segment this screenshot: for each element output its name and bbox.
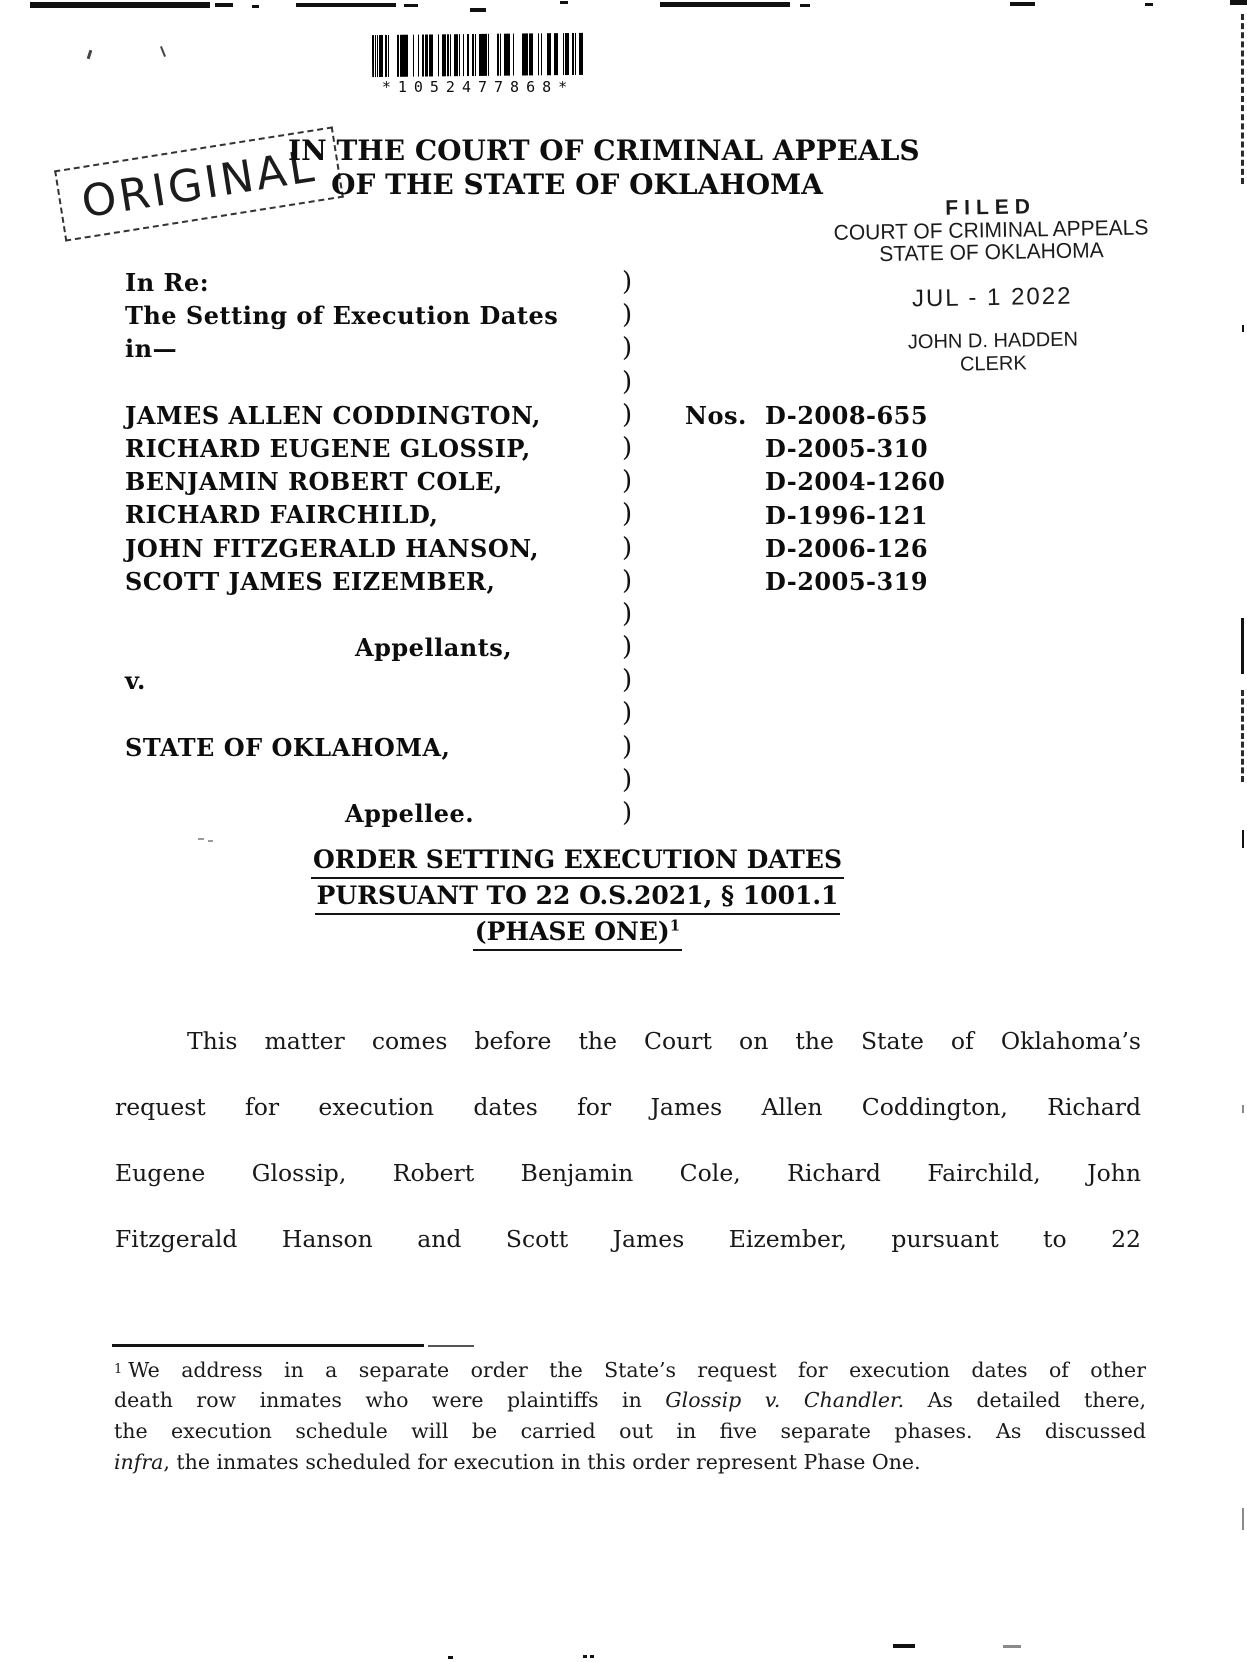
- footnote-separator-extension: [428, 1345, 474, 1347]
- scan-artifact: [215, 3, 233, 7]
- scan-artifact: [1010, 2, 1035, 6]
- scan-artifact: [800, 4, 810, 7]
- caption-paren: ): [622, 764, 633, 795]
- caption-paren: ): [622, 499, 633, 530]
- case-number-row: [685, 399, 945, 432]
- barcode: [370, 34, 586, 96]
- body-line: This matter comes before the Court on the State of Oklahoma’s: [187, 1027, 1141, 1055]
- scan-artifact: [448, 1656, 453, 1659]
- caption-paren: ): [622, 267, 633, 297]
- case-number: D-2005-319: [765, 566, 929, 596]
- case-number-row: [765, 565, 945, 598]
- scan-artifact: [208, 840, 213, 842]
- footnote-reference: 1: [669, 916, 681, 935]
- scan-artifact: [404, 4, 418, 7]
- caption-blank: [125, 366, 558, 399]
- scan-artifact: [30, 2, 210, 8]
- scan-artifact: [1003, 1645, 1021, 1648]
- scan-artifact: [1242, 1105, 1244, 1113]
- case-number-row: [765, 432, 945, 465]
- case-citation: Glossip v. Chandler.: [665, 1388, 905, 1412]
- clerk-title: CLERK: [959, 352, 1027, 376]
- caption-paren: ): [622, 598, 633, 629]
- original-stamp-text: ORIGINAL: [78, 140, 320, 228]
- appellant-name: SCOTT JAMES EIZEMBER,: [125, 566, 496, 596]
- caption-paren: ): [622, 399, 633, 430]
- footnote-marker: 1: [114, 1362, 123, 1377]
- case-number-row: [765, 532, 945, 565]
- appellant-name: JOHN FITZGERALD HANSON,: [125, 533, 540, 563]
- body-line: Fitzgerald Hanson and Scott James Eizember, pursuant to 22: [115, 1225, 1141, 1253]
- scan-artifact: [1241, 14, 1244, 184]
- case-number: D-2006-126: [765, 533, 929, 563]
- caption-in-dash: in—: [125, 334, 178, 364]
- court-title-line1: IN THE COURT OF CRIMINAL APPEALS: [288, 134, 920, 167]
- footnote-line: death row inmates who were plaintiffs in Glossip v. Chandler. As detailed there,: [114, 1388, 1146, 1412]
- barcode-number: *1052477868*: [381, 78, 575, 96]
- caption-blank: [125, 598, 558, 631]
- body-paragraph: [115, 1008, 1141, 1272]
- scan-artifact: [560, 1, 568, 4]
- caption-paren: ): [622, 466, 633, 497]
- barcode-bars: [372, 33, 584, 77]
- scan-artifact: [252, 5, 259, 8]
- filed-stamp-court: COURT OF CRIMINAL APPEALS: [833, 216, 1149, 245]
- appellants-label: Appellants,: [355, 633, 513, 663]
- versus-label: v.: [125, 666, 146, 696]
- caption-paren: ): [622, 731, 633, 762]
- caption-matter: The Setting of Execution Dates: [125, 301, 559, 331]
- footnote-line: 1 We address in a separate order the State’s request for execution dates of other: [114, 1358, 1146, 1382]
- appellant-name: BENJAMIN ROBERT COLE,: [125, 467, 503, 497]
- case-number: D-2008-655: [765, 401, 929, 430]
- appellant-name: JAMES ALLEN CODDINGTON,: [125, 400, 541, 430]
- appellee-label: Appellee.: [345, 799, 475, 828]
- case-number: D-2004-1260: [765, 467, 946, 497]
- footnote: [114, 1354, 1146, 1478]
- scan-artifact: [1242, 325, 1244, 332]
- case-number: D-1996-121: [765, 500, 929, 530]
- scan-artifact: [1242, 1508, 1244, 1530]
- footnote-line: the execution schedule will be carried out in five separate phases. As discussed: [114, 1419, 1146, 1443]
- caption-paren: ): [622, 632, 633, 663]
- order-title-line1: ORDER SETTING EXECUTION DATES: [311, 845, 844, 879]
- footnote-line: infra, the inmates scheduled for execution in this order represent Phase One.: [114, 1450, 921, 1474]
- order-title-line2: PURSUANT TO 22 O.S.2021, § 1001.1: [315, 881, 841, 915]
- scan-artifact: [1145, 3, 1153, 6]
- caption-paren: ): [622, 665, 633, 696]
- caption-blank: [125, 697, 558, 730]
- scan-artifact: [590, 1655, 594, 1658]
- caption-paren: ): [622, 565, 633, 596]
- scan-artifact: [87, 50, 93, 59]
- case-number-row: [765, 499, 945, 532]
- appellant-name: RICHARD FAIRCHILD,: [125, 500, 439, 530]
- scan-artifact: [470, 8, 486, 12]
- nos-label: Nos.: [685, 401, 747, 430]
- body-line: request for execution dates for James Allen Coddington, Richard: [115, 1093, 1141, 1121]
- order-title: [0, 845, 1155, 953]
- appellee-name: STATE OF OKLAHOMA,: [125, 732, 451, 762]
- caption-paren: ): [622, 698, 633, 729]
- caption-blank: [125, 764, 558, 797]
- scan-artifact: [296, 3, 396, 7]
- appellant-name: RICHARD EUGENE GLOSSIP,: [125, 433, 531, 463]
- caption-paren: ): [622, 432, 633, 463]
- caption-paren: ): [622, 300, 633, 331]
- caption-paren: ): [622, 333, 633, 364]
- scan-artifact: [660, 2, 790, 7]
- body-line: Eugene Glossip, Robert Benjamin Cole, Richard Fairchild, John: [115, 1159, 1141, 1187]
- case-numbers: [685, 399, 945, 598]
- scan-artifact: [160, 46, 166, 57]
- filed-stamp-word: FILED: [945, 195, 1037, 220]
- case-number: D-2005-310: [765, 434, 929, 464]
- scan-artifact: [583, 1655, 587, 1658]
- clerk-name: JOHN D. HADDEN: [907, 328, 1079, 354]
- order-title-line3: (PHASE ONE)$^1$: [473, 917, 682, 951]
- caption-paren: ): [622, 366, 633, 397]
- scan-artifact: [1242, 830, 1244, 848]
- filed-stamp-date: JUL - 1 2022: [911, 282, 1073, 313]
- scan-artifact: [1241, 690, 1244, 782]
- caption-paren: ): [622, 532, 633, 563]
- filed-stamp: [804, 193, 1179, 379]
- filed-stamp-state: STATE OF OKLAHOMA: [879, 238, 1104, 267]
- caption-paren: ): [622, 798, 633, 828]
- case-number-row: [765, 465, 945, 498]
- caption-in-re: In Re:: [125, 268, 210, 297]
- court-title: [288, 134, 920, 202]
- footnote-separator: [112, 1344, 424, 1347]
- case-caption: [125, 266, 558, 830]
- court-title-line2: OF THE STATE OF OKLAHOMA: [331, 168, 823, 201]
- caption-paren-column: [622, 266, 632, 830]
- scan-artifact: [1230, 0, 1247, 5]
- latin-term: infra: [114, 1450, 164, 1474]
- scan-artifact: [893, 1644, 915, 1648]
- scan-artifact: [1241, 618, 1244, 674]
- scan-artifact: [198, 838, 204, 840]
